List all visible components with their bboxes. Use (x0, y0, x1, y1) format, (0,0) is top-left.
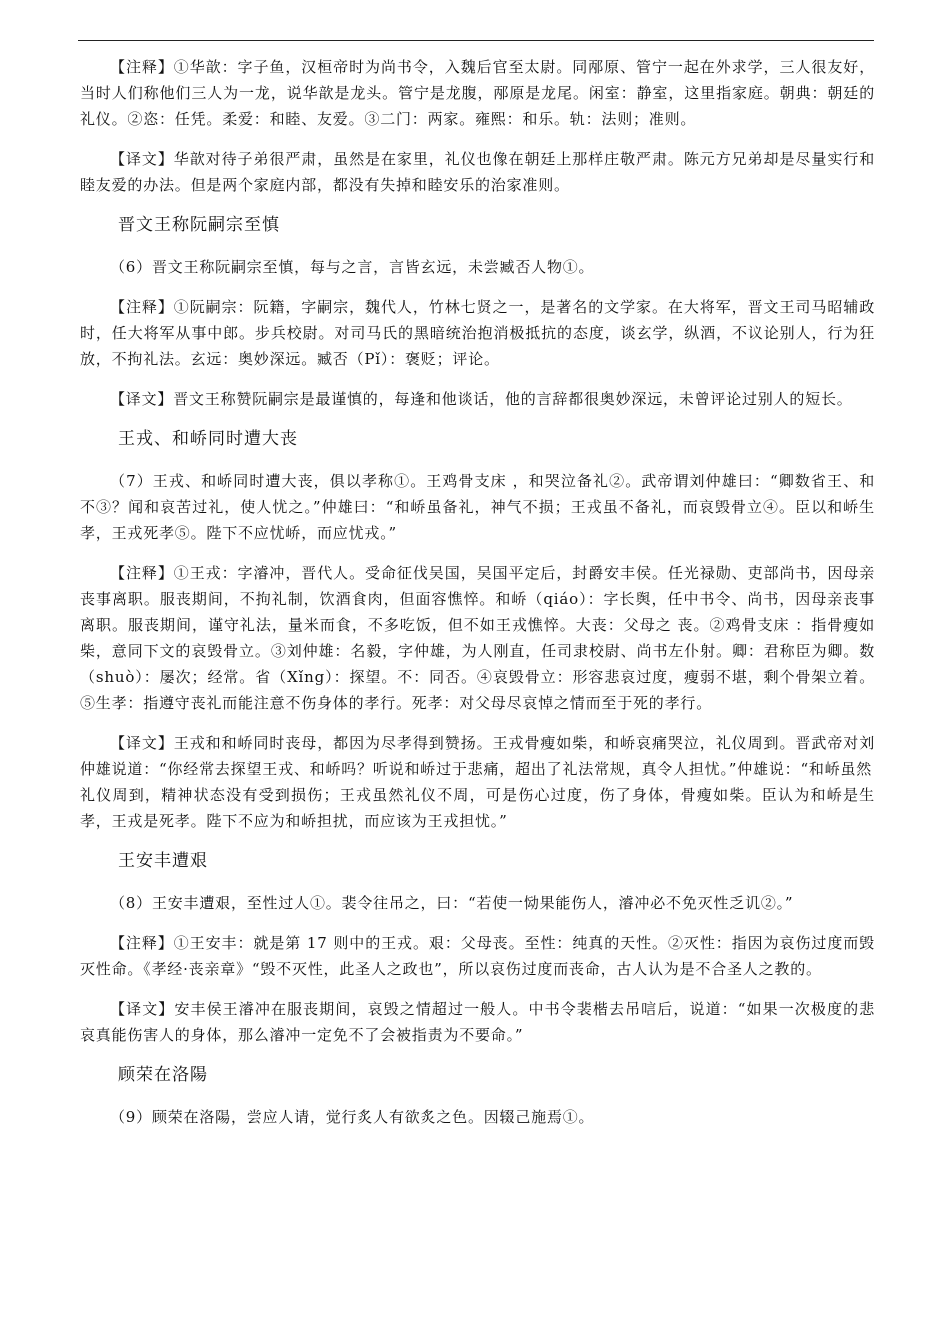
original-text-paragraph: （7）王戎、和峤同时遭大丧，俱以孝称①。王鸡骨支床 ，和哭泣备礼②。武帝谓刘仲雄曰：“卿数省王、和不③？闻和哀苦过礼，使人忧之。”仲雄曰：“和峤虽备礼，神气不损；王戎虽不备礼，而哀毁骨立④。臣以和峤生孝，王戎死孝⑤。陛下不应忧峤，而应忧戎。” (80, 472, 875, 542)
annotation-paragraph: 【注释】①王安丰：就是第 17 则中的王戎。艰：父母丧。至性：纯真的天性。②灭性：指因为哀伤过度而毁灭性命。《孝经·丧亲章》“毁不灭性，此圣人之政也”，所以哀伤过度而丧命，古人认为是不合圣人之教的。 (80, 934, 875, 978)
section-heading: 王戎、和峤同时遭大丧 (118, 429, 298, 449)
section-heading: 晋文王称阮嗣宗至慎 (118, 215, 280, 235)
header-rule (78, 40, 874, 41)
translation-paragraph: 【译文】王戎和和峤同时丧母，都因为尽孝得到赞扬。王戎骨瘦如柴，和峤哀痛哭泣，礼仪周到。晋武帝对刘仲雄说道：“你经常去探望王戎、和峤吗？听说和峤过于悲痛，超出了礼法常规，真令人担忧。”仲雄说：“和峤虽然 礼仪周到，精神状态没有受到损伤；王戎虽然礼仪不周，可是伤心过度，伤了身体，骨瘦如柴。臣认为和峤是生孝，王戎是死孝。陛下不应为和峤担扰，而应该为王戎担忧。” (80, 734, 875, 830)
annotation-paragraph: 【注释】①阮嗣宗：阮籍，字嗣宗，魏代人，竹林七贤之一，是著名的文学家。在大将军，晋文王司马昭辅政时，任大将军从事中郎。步兵校尉。对司马氏的黑暗统治抱消极抵抗的态度，谈玄学，纵酒，不议论别人，行为狂放，不拘礼法。玄远：奥妙深远。臧否（Pǐ）：褒贬；评论。 (80, 298, 875, 368)
original-text-paragraph: （9）顾荣在洛陽，尝应人请，觉行炙人有欲炙之色。因辍己施焉①。 (110, 1108, 595, 1126)
original-text-paragraph: （6）晋文王称阮嗣宗至慎，每与之言，言皆玄远，未尝臧否人物①。 (110, 258, 595, 276)
annotation-paragraph: 【注释】①华歆：字子鱼，汉桓帝时为尚书令，入魏后官至太尉。同邴原、管宁一起在外求学，三人很友好，当时人们称他们三人为一龙，说华歆是龙头。管宁是龙腹，邴原是龙尾。闲室：静室，这里指家庭。朝典：朝廷的礼仪。②恣：任凭。柔爱：和睦、友爱。③二门：两家。雍熙：和乐。轨：法则；准则。 (80, 58, 875, 128)
translation-paragraph: 【译文】安丰侯王濬冲在服丧期间，哀毁之情超过一般人。中书令裴楷去吊唁后，说道：“如果一次极度的悲哀真能伤害人的身体，那么濬冲一定免不了会被指责为不要命。” (80, 1000, 875, 1044)
translation-paragraph: 【译文】晋文王称赞阮嗣宗是最谨慎的，每逢和他谈话，他的言辞都很奥妙深远，未曾评论过别人的短长。 (110, 390, 853, 408)
translation-paragraph: 【译文】华歆对待子弟很严肃，虽然是在家里，礼仪也像在朝廷上那样庄敬严肃。陈元方兄弟却是尽量实行和睦友爱的办法。但是两个家庭内部，都没有失掉和睦安乐的治家准则。 (80, 150, 875, 194)
section-heading: 王安丰遭艰 (118, 851, 208, 871)
section-heading: 顾荣在洛陽 (118, 1065, 208, 1085)
original-text-paragraph: （8）王安丰遭艰，至性过人①。裴令往吊之，曰：“若使一恸果能伤人，濬冲必不免灭性乏讥②。” (110, 894, 794, 912)
annotation-paragraph: 【注释】①王戎：字濬冲，晋代人。受命征伐吴国，吴国平定后，封爵安丰侯。任光禄勋、吏部尚书，因母亲丧事离职。服丧期间，不拘礼制，饮酒食肉，但面容憔悴。和峤（qiáo）：字长舆，任中书令、尚书，因母亲丧事离职。服丧期间，谨守礼法，量米而食，不多吃饭，但不如王戎憔悴。大丧：父母之 丧。②鸡骨支床 ：指骨瘦如柴，意同下文的哀毁骨立。③刘仲雄：名毅，字仲雄，为人刚直，任司隶校尉、尚书左仆射。卿：君称臣为卿。数（shuò）：屡次；经常。省（Xǐng）：探望。不：同否。④哀毁骨立：形容悲哀过度，瘦弱不堪，剩个骨架立着。⑤生孝：指遵守丧礼而能注意不伤身体的孝行。死孝：对父母尽哀悼之情而至于死的孝行。 (80, 564, 875, 712)
document-body (80, 54, 875, 1144)
